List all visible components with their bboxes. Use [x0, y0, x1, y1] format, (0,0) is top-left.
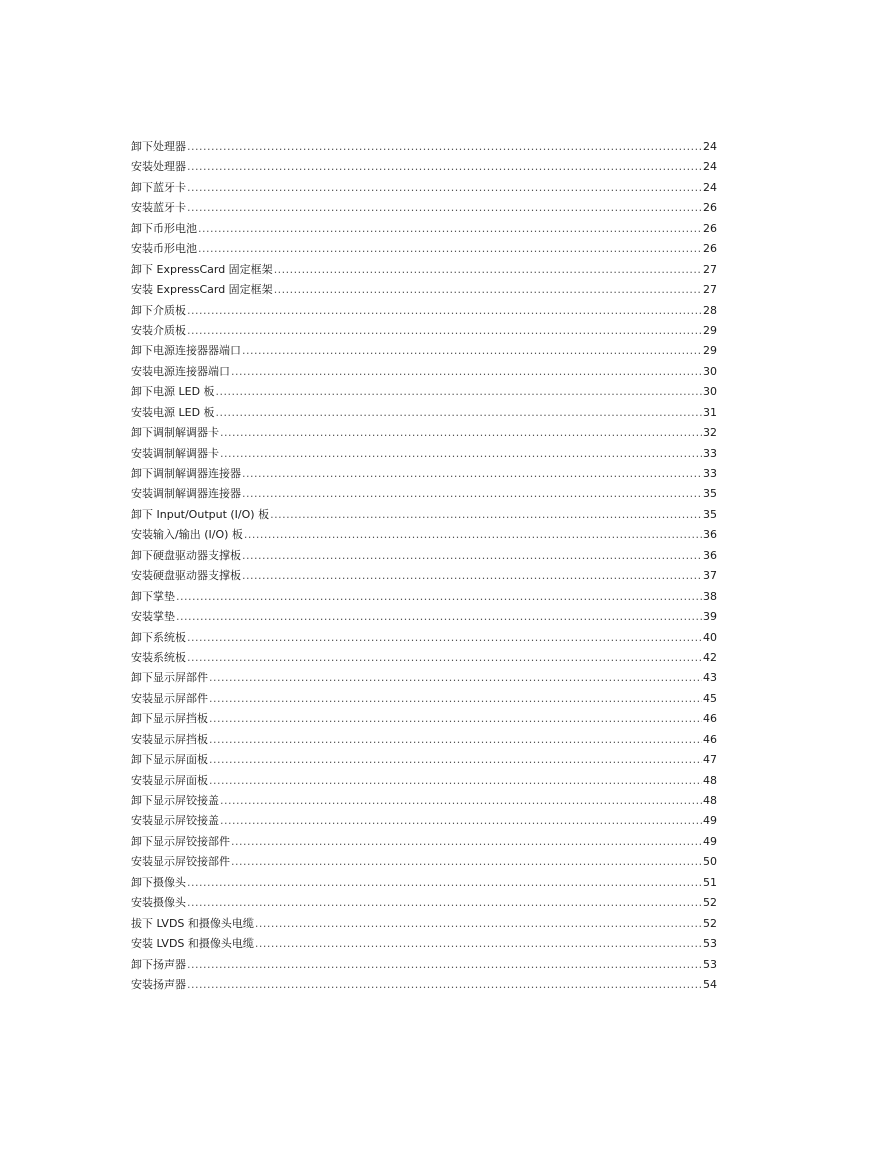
- toc-entry-title[interactable]: 安装系统板: [131, 650, 186, 664]
- dot-leader: [198, 239, 702, 259]
- toc-entry[interactable]: [131, 914, 717, 934]
- toc-entry-title[interactable]: 拔下 LVDS 和摄像头电缆: [131, 916, 254, 930]
- toc-entry-page-number[interactable]: 36: [703, 528, 717, 542]
- toc-entry[interactable]: [131, 628, 717, 648]
- dot-leader: [187, 157, 702, 177]
- toc-entry[interactable]: [131, 403, 717, 423]
- toc-entry-title[interactable]: 卸下显示屏部件: [131, 671, 208, 685]
- toc-entry-page-number[interactable]: 47: [703, 753, 717, 767]
- dot-leader: [209, 668, 702, 688]
- toc-entry-page-number[interactable]: 46: [703, 732, 717, 746]
- toc-entry-page-number[interactable]: 46: [703, 712, 717, 726]
- toc-entry-page-number[interactable]: 38: [703, 589, 717, 603]
- dot-leader: [209, 750, 702, 770]
- dot-leader: [231, 852, 702, 872]
- toc-entry[interactable]: [131, 178, 717, 198]
- toc-entry-title[interactable]: 安装扬声器: [131, 977, 186, 991]
- toc-entry[interactable]: [131, 444, 717, 464]
- toc-entry-title[interactable]: 安装显示屏铰接盖: [131, 814, 219, 828]
- dot-leader: [176, 607, 702, 627]
- toc-entry-title[interactable]: 安装蓝牙卡: [131, 201, 186, 215]
- toc-entry-title[interactable]: 安装显示屏部件: [131, 691, 208, 705]
- dot-leader: [209, 689, 702, 709]
- toc-entry[interactable]: [131, 484, 717, 504]
- toc-entry[interactable]: [131, 525, 717, 545]
- toc-entry-page-number[interactable]: 54: [703, 977, 717, 991]
- toc-entry-page-number[interactable]: 45: [703, 691, 717, 705]
- dot-leader: [187, 178, 702, 198]
- toc-entry-page-number[interactable]: 40: [703, 630, 717, 644]
- dot-leader: [176, 587, 702, 607]
- toc-entry-page-number[interactable]: 50: [703, 855, 717, 869]
- toc-entry-title[interactable]: 安装介质板: [131, 323, 186, 337]
- toc-entry-page-number[interactable]: 24: [703, 180, 717, 194]
- toc-entry-page-number[interactable]: 27: [703, 283, 717, 297]
- toc-entry-page-number[interactable]: 29: [703, 323, 717, 337]
- dot-leader: [209, 730, 702, 750]
- toc-entry-title[interactable]: 卸下显示屏挡板: [131, 712, 208, 726]
- toc-entry-page-number[interactable]: 51: [703, 875, 717, 889]
- toc-entry[interactable]: [131, 791, 717, 811]
- dot-leader: [244, 525, 702, 545]
- toc-entry[interactable]: [131, 362, 717, 382]
- toc-entry-title[interactable]: 卸下 Input/Output (I/O) 板: [131, 507, 270, 521]
- toc-entry[interactable]: [131, 811, 717, 831]
- dot-leader: [209, 771, 702, 791]
- toc-entry[interactable]: [131, 198, 717, 218]
- toc-entry[interactable]: [131, 341, 717, 361]
- dot-leader: [187, 975, 702, 995]
- toc-entry[interactable]: [131, 219, 717, 239]
- toc-entry-page-number[interactable]: 53: [703, 957, 717, 971]
- dot-leader: [255, 934, 702, 954]
- toc-entry-page-number[interactable]: 32: [703, 426, 717, 440]
- dot-leader: [216, 403, 702, 423]
- dot-leader: [242, 341, 702, 361]
- toc-entry-page-number[interactable]: 48: [703, 794, 717, 807]
- toc-entry-page-number[interactable]: 53: [703, 937, 717, 951]
- dot-leader: [209, 709, 702, 729]
- toc-entry-title[interactable]: 卸下蓝牙卡: [131, 180, 186, 194]
- toc-entry-page-number[interactable]: 24: [703, 140, 717, 153]
- toc-entry-title[interactable]: 卸下显示屏铰接盖: [131, 794, 219, 807]
- toc-entry[interactable]: [131, 464, 717, 484]
- toc-entry-title[interactable]: 卸下调制解调器卡: [131, 426, 219, 440]
- toc-entry-title[interactable]: 卸下摄像头: [131, 875, 186, 889]
- dot-leader: [242, 546, 702, 566]
- toc-entry-title[interactable]: 卸下硬盘驱动器支撑板: [131, 548, 241, 562]
- toc-entry-title[interactable]: 卸下介质板: [131, 303, 186, 317]
- dot-leader: [216, 382, 702, 402]
- toc-entry[interactable]: [131, 607, 717, 627]
- toc-entry-title[interactable]: 安装显示屏面板: [131, 773, 208, 787]
- dot-leader: [255, 914, 702, 934]
- toc-entry[interactable]: [131, 423, 717, 443]
- toc-entry[interactable]: [131, 301, 717, 321]
- toc-entry-title[interactable]: 安装调制解调器连接器: [131, 487, 241, 501]
- toc-entry-page-number[interactable]: 26: [703, 242, 717, 256]
- toc-entry-title[interactable]: 安装掌垫: [131, 610, 175, 624]
- toc-entry-title[interactable]: 卸下扬声器: [131, 957, 186, 971]
- toc-entry-title[interactable]: 卸下显示屏铰接部件: [131, 834, 230, 848]
- table-of-contents: [131, 137, 717, 995]
- dot-leader: [274, 260, 702, 280]
- toc-entry[interactable]: [131, 832, 717, 852]
- toc-entry-title[interactable]: 卸下电源 LED 板: [131, 385, 215, 399]
- toc-entry-title[interactable]: 卸下调制解调器连接器: [131, 467, 241, 480]
- dot-leader: [220, 423, 702, 443]
- toc-entry-page-number[interactable]: 37: [703, 569, 717, 583]
- toc-entry-title[interactable]: 卸下显示屏面板: [131, 753, 208, 767]
- toc-entry-page-number[interactable]: 49: [703, 834, 717, 848]
- toc-entry-page-number[interactable]: 42: [703, 650, 717, 664]
- toc-entry-title[interactable]: 卸下电源连接器器端口: [131, 344, 241, 358]
- dot-leader: [187, 321, 702, 341]
- dot-leader: [274, 280, 702, 300]
- dot-leader: [187, 198, 702, 218]
- dot-leader: [187, 137, 702, 157]
- toc-entry-page-number[interactable]: 30: [703, 385, 717, 399]
- toc-entry-title[interactable]: 卸下掌垫: [131, 589, 175, 603]
- toc-entry[interactable]: [131, 750, 717, 770]
- dot-leader: [231, 362, 702, 382]
- toc-entry[interactable]: [131, 934, 717, 954]
- toc-entry-title[interactable]: 安装 LVDS 和摄像头电缆: [131, 937, 254, 951]
- toc-entry[interactable]: [131, 648, 717, 668]
- toc-entry[interactable]: [131, 668, 717, 688]
- dot-leader: [242, 566, 702, 586]
- toc-entry-title[interactable]: 安装币形电池: [131, 242, 197, 256]
- toc-entry[interactable]: [131, 382, 717, 402]
- toc-entry[interactable]: [131, 505, 717, 525]
- dot-leader: [187, 955, 702, 975]
- toc-entry-title[interactable]: 卸下 ExpressCard 固定框架: [131, 262, 273, 276]
- toc-entry[interactable]: [131, 321, 717, 341]
- toc-entry-page-number[interactable]: 30: [703, 364, 717, 378]
- toc-entry-title[interactable]: 卸下系统板: [131, 630, 186, 644]
- toc-entry-title[interactable]: 安装调制解调器卡: [131, 446, 219, 460]
- dot-leader: [187, 301, 702, 321]
- dot-leader: [242, 464, 702, 484]
- toc-entry-page-number[interactable]: 35: [703, 507, 717, 521]
- toc-entry-title[interactable]: 卸下处理器: [131, 140, 186, 153]
- toc-entry-title[interactable]: 卸下币形电池: [131, 221, 197, 235]
- dot-leader: [270, 505, 702, 525]
- toc-entry[interactable]: [131, 689, 717, 709]
- dot-leader: [220, 811, 702, 831]
- dot-leader: [187, 893, 702, 913]
- toc-entry[interactable]: [131, 566, 717, 586]
- toc-entry-page-number[interactable]: 52: [703, 896, 717, 910]
- toc-entry[interactable]: [131, 873, 717, 893]
- toc-entry[interactable]: [131, 893, 717, 913]
- toc-entry[interactable]: [131, 137, 717, 157]
- toc-entry[interactable]: [131, 852, 717, 872]
- toc-entry[interactable]: [131, 975, 717, 995]
- dot-leader: [220, 444, 702, 464]
- dot-leader: [220, 791, 702, 811]
- toc-entry-page-number[interactable]: 26: [703, 201, 717, 215]
- toc-entry-page-number[interactable]: 49: [703, 814, 717, 828]
- toc-entry[interactable]: [131, 955, 717, 975]
- toc-entry-page-number[interactable]: 27: [703, 262, 717, 276]
- toc-entry-title[interactable]: 安装电源连接器端口: [131, 364, 230, 378]
- toc-entry-page-number[interactable]: 24: [703, 160, 717, 174]
- toc-entry-page-number[interactable]: 48: [703, 773, 717, 787]
- dot-leader: [187, 628, 702, 648]
- toc-entry-title[interactable]: 安装硬盘驱动器支撑板: [131, 569, 241, 583]
- toc-entry-title[interactable]: 安装 ExpressCard 固定框架: [131, 283, 273, 297]
- toc-entry-page-number[interactable]: 43: [703, 671, 717, 685]
- toc-entry-title[interactable]: 安装摄像头: [131, 896, 186, 910]
- toc-entry[interactable]: [131, 157, 717, 177]
- toc-entry[interactable]: [131, 239, 717, 259]
- dot-leader: [198, 219, 702, 239]
- toc-entry-page-number[interactable]: 36: [703, 548, 717, 562]
- toc-entry-page-number[interactable]: 39: [703, 610, 717, 624]
- toc-entry-title[interactable]: 安装处理器: [131, 160, 186, 174]
- toc-entry-page-number[interactable]: 31: [703, 405, 717, 419]
- dot-leader: [231, 832, 702, 852]
- toc-entry-page-number[interactable]: 35: [703, 487, 717, 501]
- toc-entry[interactable]: [131, 771, 717, 791]
- toc-entry-page-number[interactable]: 33: [703, 446, 717, 460]
- toc-entry[interactable]: [131, 587, 717, 607]
- toc-entry[interactable]: [131, 546, 717, 566]
- dot-leader: [242, 484, 702, 504]
- toc-entry-title[interactable]: 安装显示屏挡板: [131, 732, 208, 746]
- toc-entry-page-number[interactable]: 52: [703, 916, 717, 930]
- toc-entry-title[interactable]: 安装显示屏铰接部件: [131, 855, 230, 869]
- toc-entry-page-number[interactable]: 33: [703, 467, 717, 480]
- toc-entry-title[interactable]: 安装电源 LED 板: [131, 405, 215, 419]
- toc-entry[interactable]: [131, 730, 717, 750]
- toc-entry-page-number[interactable]: 28: [703, 303, 717, 317]
- dot-leader: [187, 648, 702, 668]
- toc-entry-title[interactable]: 安装输入/输出 (I/O) 板: [131, 528, 243, 542]
- toc-entry[interactable]: [131, 709, 717, 729]
- toc-entry-page-number[interactable]: 26: [703, 221, 717, 235]
- toc-entry-page-number[interactable]: 29: [703, 344, 717, 358]
- toc-entry[interactable]: [131, 260, 717, 280]
- toc-entry[interactable]: [131, 280, 717, 300]
- dot-leader: [187, 873, 702, 893]
